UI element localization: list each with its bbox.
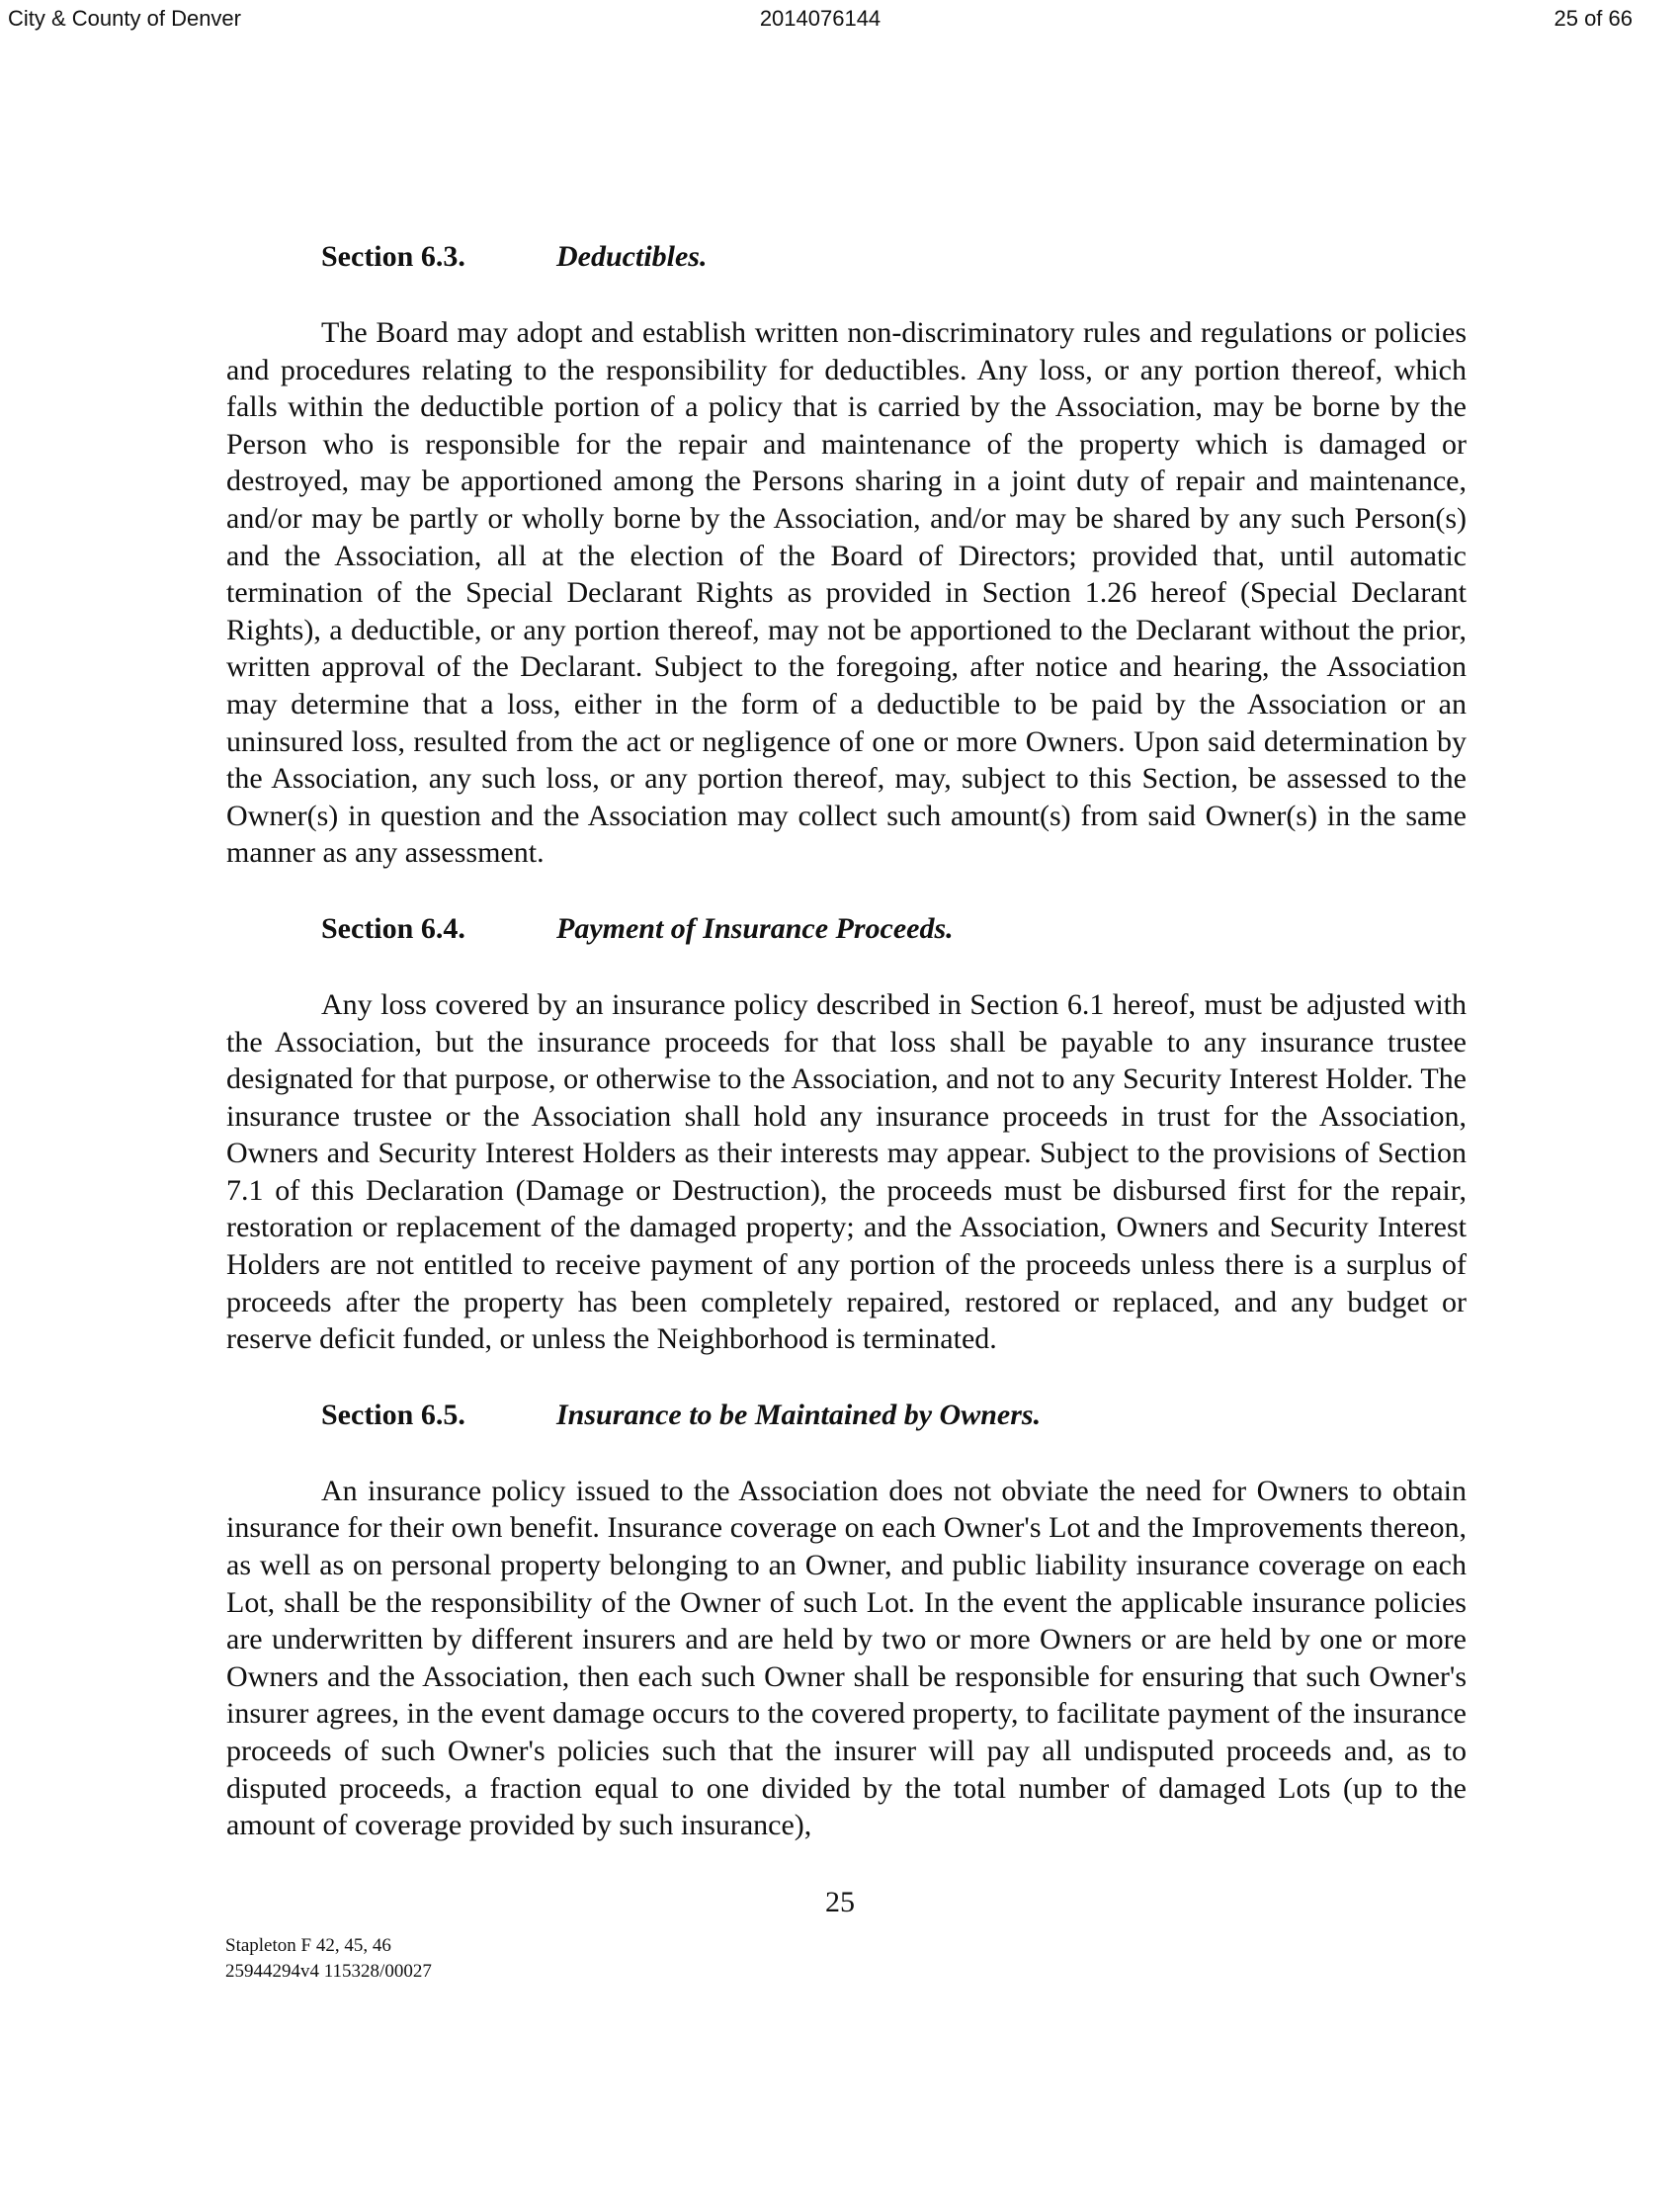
section-heading-6-5 xyxy=(321,1396,1467,1435)
section-title: Payment of Insurance Proceeds. xyxy=(556,911,954,945)
document-body xyxy=(226,237,1467,1882)
section-paragraph-6-5: An insurance policy issued to the Association does not obviate the need for Owners to obtain insurance for their own benefit. Insurance coverage on each Owner's Lot and the Improvements thereon, as well as on personal property belonging to an Owner, and public liability insurance coverage on each Lot, shall be the responsibility of the Owner of such Lot. In the event the applicable insurance policies are underwritten by different insurers and are held by two or more Owners or are held by one or more Owners and the Association, then each such Owner shall be responsible for ensuring that such Owner's insurer agrees, in the event damage occurs to the covered property, to facilitate payment of the insurance proceeds of such Owner's policies such that the insurer will pay all undisputed proceeds and, as to disputed proceeds, a fraction equal to one divided by the total number of damaged Lots (up to the amount of coverage provided by such insurance), xyxy=(226,1474,1467,1842)
section-number: Section 6.5. xyxy=(321,1398,465,1431)
section-paragraph-6-3: The Board may adopt and establish written non-discriminatory rules and regulations or policies and procedures relating to the responsibility for deductibles. Any loss, or any portion thereof, which falls within the deductible portion of a policy that is carried by the Association, may be borne by the Person who is responsible for the repair and maintenance of the property which is damaged or destroyed, may be apportioned among the Persons sharing in a joint duty of repair and maintenance, and/or may be partly or wholly borne by the Association, and/or may be shared by any such Person(s) and the Association, all at the election of the Board of Directors; provided that, until automatic termination of the Special Declarant Rights as provided in Section 1.26 hereof (Special Declarant Rights), a deductible, or any portion thereof, may not be apportioned to the Declarant without the prior, written approval of the Declarant. Subject to the foregoing, after notice and hearing, the Association may determine that a loss, either in the form of a deductible to be paid by the Association or an uninsured loss, resulted from the act or negligence of one or more Owners. Upon said determination by the Association, any such loss, or any portion thereof, may, subject to this Section, be assessed to the Owner(s) in question and the Association may collect such amount(s) from said Owner(s) in the same manner as any assessment. xyxy=(226,316,1467,870)
recorder-name: City & County of Denver xyxy=(8,6,241,31)
page-header xyxy=(8,6,1633,36)
page-count: 25 of 66 xyxy=(1554,6,1633,31)
footer-reference xyxy=(225,1933,432,1985)
footer-ref-line-2: 25944294v4 115328/00027 xyxy=(225,1961,432,1982)
reception-number: 2014076144 xyxy=(759,6,882,31)
footer-ref-line-1: Stapleton F 42, 45, 46 xyxy=(225,1935,391,1956)
section-heading-6-3 xyxy=(321,237,1467,277)
section-number: Section 6.4. xyxy=(321,911,465,945)
section-title: Insurance to be Maintained by Owners. xyxy=(556,1398,1042,1431)
page-number: 25 xyxy=(825,1886,855,1918)
section-number: Section 6.3. xyxy=(321,240,465,273)
section-title: Deductibles. xyxy=(556,240,708,273)
section-heading-6-4 xyxy=(321,909,1467,949)
section-paragraph-6-4: Any loss covered by an insurance policy described in Section 6.1 hereof, must be adjusted with the Association, but the insurance proceeds for that loss shall be payable to any insurance trustee designated for that purpose, or otherwise to the Association, and not to any Security Interest Holder. The insurance trustee or the Association shall hold any insurance proceeds in trust for the Association, Owners and Security Interest Holders as their interests may appear. Subject to the provisions of Section 7.1 of this Declaration (Damage or Destruction), the proceeds must be disbursed first for the repair, restoration or replacement of the damaged property; and the Association, Owners and Security Interest Holders are not entitled to receive payment of any portion of the proceeds unless there is a surplus of proceeds after the property has been completely repaired, restored or replaced, and any budget or reserve deficit funded, or unless the Neighborhood is terminated. xyxy=(226,987,1467,1356)
